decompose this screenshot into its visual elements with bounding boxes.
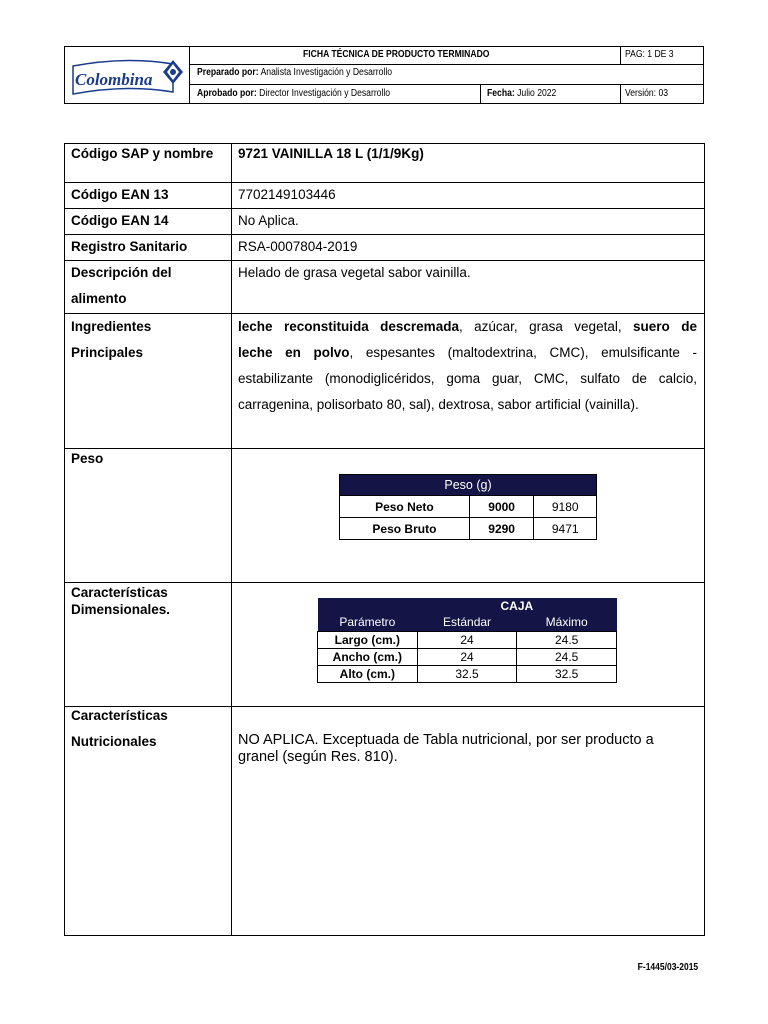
- descripcion-value: Helado de grasa vegetal sabor vainilla.: [238, 265, 471, 280]
- col-maximo: Máximo: [545, 615, 588, 630]
- peso-label: Peso: [71, 451, 104, 466]
- sap-code-label: Código SAP y nombre: [71, 146, 214, 161]
- nutricionales-line2: granel (según Res. 810).: [238, 749, 398, 765]
- registro-label: Registro Sanitario: [71, 239, 188, 254]
- ingredientes-label: [71, 314, 151, 366]
- ingredientes-line3: estabilizante (monodiglicéridos, goma guar, CMC, sulfato de calcio,: [238, 371, 697, 386]
- ingredientes-label-line2: Principales: [71, 345, 144, 360]
- nutricionales-label-line2: Nutricionales: [71, 734, 157, 749]
- peso-bruto-value-1: 9290: [469, 518, 534, 540]
- peso-table-header: Peso (g): [340, 475, 597, 496]
- col-estandar: Estándar: [443, 615, 492, 630]
- prepared-by-value: Analista Investigación y Desarrollo: [260, 67, 393, 78]
- approved-by-label: Aprobado por:: [197, 88, 257, 99]
- peso-bruto-label: Peso Bruto: [340, 518, 470, 540]
- alto-max: 32.5: [517, 665, 617, 682]
- largo-label: Largo (cm.): [318, 631, 418, 648]
- registro-value: RSA-0007804-2019: [238, 239, 358, 254]
- company-logo: [65, 47, 190, 103]
- alto-std: 32.5: [417, 665, 517, 682]
- ancho-label: Ancho (cm.): [318, 648, 418, 665]
- logo-wordmark: Colombina: [75, 70, 153, 89]
- ancho-std: 24: [417, 648, 517, 665]
- descripcion-label-line2: alimento: [71, 291, 127, 306]
- caja-table-header: CAJA: [500, 599, 534, 613]
- date-label: Fecha:: [487, 88, 515, 99]
- table-row: [340, 518, 597, 540]
- descripcion-label: [71, 260, 172, 312]
- nutricionales-line1: NO APLICA. Exceptuada de Tabla nutricional, por ser producto a: [238, 732, 654, 748]
- ancho-max: 24.5: [517, 648, 617, 665]
- approved-by: [197, 88, 390, 100]
- ingredientes-line1: leche reconstituida descremada, azúcar, grasa vegetal, suero de: [238, 319, 697, 334]
- page-number: PAG: 1 DE 3: [625, 49, 674, 60]
- table-row: [318, 631, 617, 648]
- document-title: FICHA TÉCNICA DE PRODUCTO TERMINADO: [303, 49, 490, 60]
- peso-bruto-value-2: 9471: [534, 518, 597, 540]
- ean13-label: Código EAN 13: [71, 187, 169, 202]
- ean14-label: Código EAN 14: [71, 213, 169, 228]
- largo-std: 24: [417, 631, 517, 648]
- col-parametro: Parámetro: [339, 615, 396, 630]
- ingredientes-line2: leche en polvo, espesantes (maltodextrina, CMC), emulsificante -: [238, 345, 697, 360]
- table-row: [318, 665, 617, 682]
- table-row: [340, 496, 597, 518]
- peso-neto-label: Peso Neto: [340, 496, 470, 518]
- prepared-by: [197, 67, 392, 79]
- table-row: [318, 648, 617, 665]
- ingredientes-label-line1: Ingredientes: [71, 319, 152, 334]
- ingredientes-value: [238, 314, 697, 418]
- nutricionales-label: [71, 703, 168, 755]
- peso-neto-value-1: 9000: [469, 496, 534, 518]
- dimensionales-label: [71, 583, 170, 618]
- colombina-logo-graphic: [69, 52, 185, 98]
- form-code: F-1445/03-2015: [637, 962, 698, 973]
- nutricionales-label-line1: Características: [71, 708, 168, 723]
- nutricionales-value: [238, 732, 654, 766]
- sap-code-value: 9721 VAINILLA 18 L (1/1/9Kg): [238, 146, 424, 161]
- ean14-value: No Aplica.: [238, 213, 299, 228]
- alto-label: Alto (cm.): [318, 665, 418, 682]
- descripcion-label-line1: Descripción del: [71, 265, 172, 280]
- document-date: [487, 88, 556, 100]
- ean13-value: 7702149103446: [238, 187, 336, 202]
- prepared-by-label: Preparado por:: [197, 67, 259, 78]
- approved-by-value: Director Investigación y Desarrollo: [259, 88, 391, 99]
- caja-table: [317, 598, 617, 683]
- date-value: Julio 2022: [517, 88, 557, 99]
- largo-max: 24.5: [517, 631, 617, 648]
- dimensionales-label-line1: Características: [71, 585, 168, 600]
- peso-table: [339, 474, 597, 540]
- ingredientes-line4: carragenina, polisorbato 80, sal), dextrosa, sabor artificial (vainilla).: [238, 397, 639, 412]
- dimensionales-label-line2: Dimensionales.: [71, 602, 171, 617]
- peso-neto-value-2: 9180: [534, 496, 597, 518]
- document-version: Versión: 03: [625, 88, 669, 99]
